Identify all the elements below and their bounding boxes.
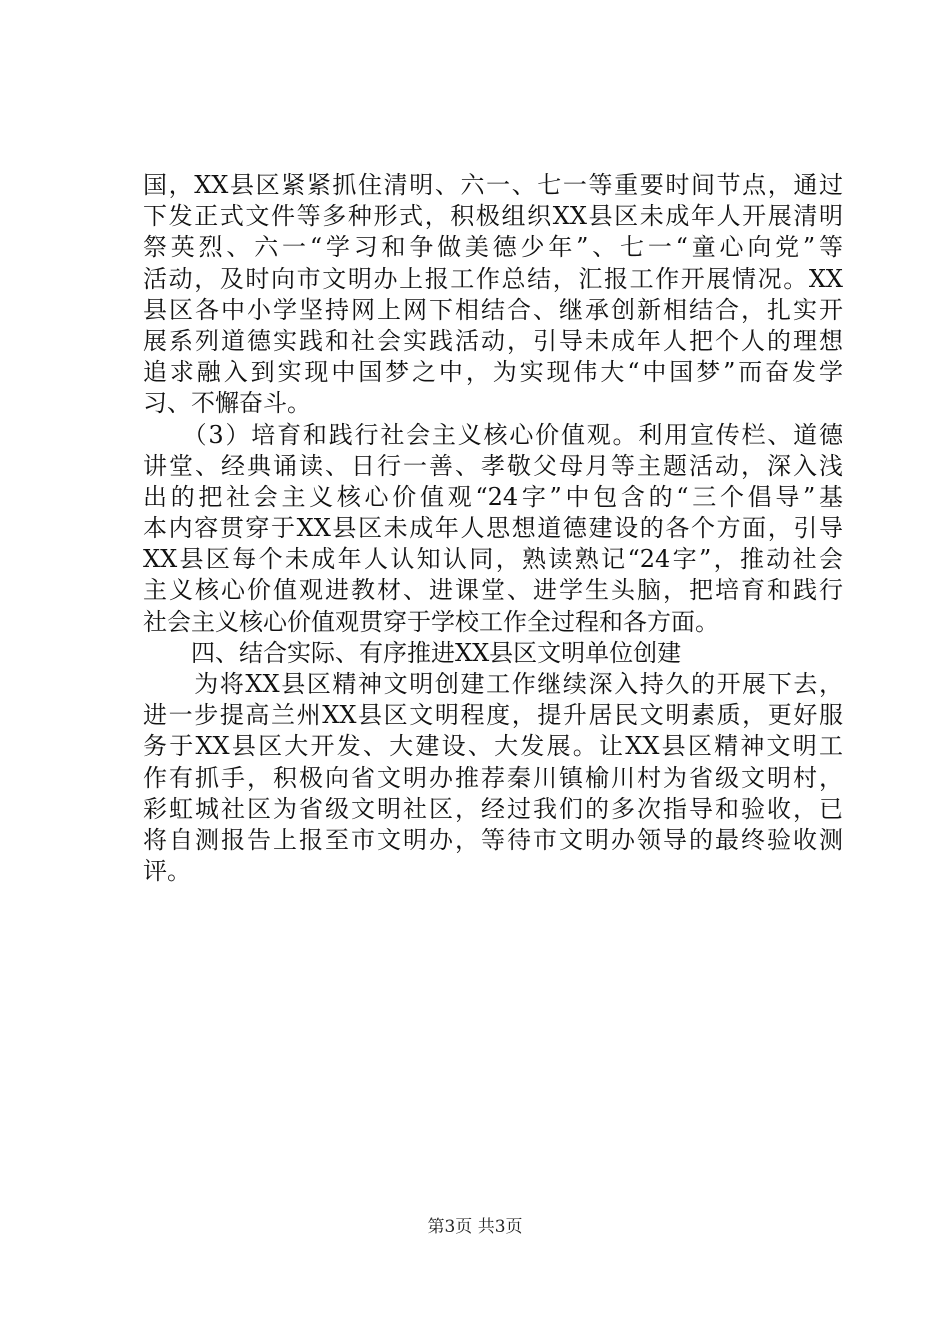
text-line: 为将XX县区精神文明创建工作继续深入持久的开展下去， — [143, 670, 843, 698]
text-line: 主义核心价值观进教材、进课堂、进学生头脑，把培育和践行 — [143, 576, 843, 605]
text-line: 社会主义核心价值观贯穿于学校工作全过程和各方面。 — [143, 607, 719, 636]
page-footer — [0, 1216, 950, 1238]
body-text — [143, 170, 843, 887]
text-line: 国，XX县区紧紧抓住清明、六一、七一等重要时间节点，通过 — [143, 171, 843, 199]
text-line: 下发正式文件等多种形式，积极组织XX县区未成年人开展清明 — [143, 202, 843, 231]
text-line: 进一步提高兰州XX县区文明程度，提升居民文明素质，更好服 — [143, 701, 843, 730]
text-line: 祭英烈、六一“学习和争做美德少年”、七一“童心向党”等 — [143, 233, 843, 262]
text-line: 讲堂、经典诵读、日行一善、孝敬父母月等主题活动，深入浅 — [143, 451, 843, 480]
text-line: 展系列道德实践和社会实践活动，引导未成年人把个人的理想 — [143, 326, 843, 355]
text-line: 追求融入到实现中国梦之中，为实现伟大“中国梦”而奋发学 — [143, 358, 843, 387]
text-line: 习、不懈奋斗。 — [143, 389, 311, 418]
text-line: 出的把社会主义核心价值观“24字”中包含的“三个倡导”基 — [143, 482, 843, 511]
text-line: 务于XX县区大开发、大建设、大发展。让XX县区精神文明工 — [143, 732, 843, 761]
text-line: （3）培育和践行社会主义核心价值观。利用宣传栏、道德 — [143, 420, 843, 449]
text-line: 县区各中小学坚持网上网下相结合、继承创新相结合，扎实开 — [143, 295, 843, 324]
text-line: 作有抓手，积极向省文明办推荐秦川镇榆川村为省级文明村， — [143, 763, 843, 792]
page-number: 第3页 共3页 — [427, 1217, 523, 1237]
section-heading: 四、结合实际、有序推进XX县区文明单位创建 — [143, 638, 682, 667]
text-line: 活动，及时向市文明办上报工作总结，汇报工作开展情况。XX — [143, 264, 843, 293]
text-line: 评。 — [143, 857, 191, 886]
text-line: 将自测报告上报至市文明办，等待市文明办领导的最终验收测 — [143, 825, 843, 854]
text-line: XX县区每个未成年人认知认同，熟读熟记“24字”，推动社会 — [143, 545, 843, 574]
text-line: 本内容贯穿于XX县区未成年人思想道德建设的各个方面，引导 — [143, 514, 843, 543]
text-line: 彩虹城社区为省级文明社区，经过我们的多次指导和验收，已 — [143, 794, 843, 823]
